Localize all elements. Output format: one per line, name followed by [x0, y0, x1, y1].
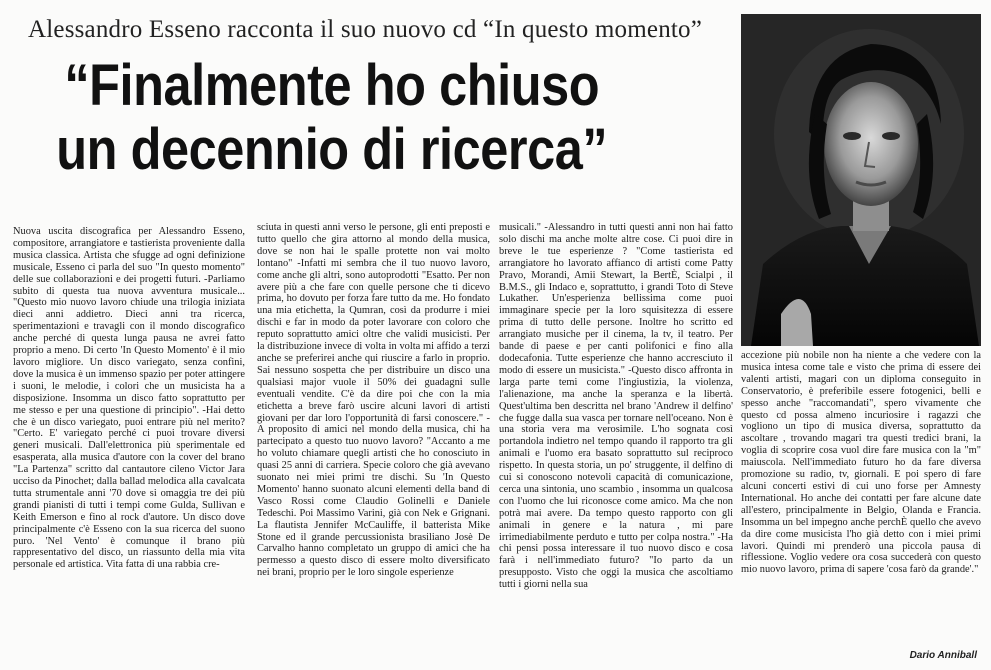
article-column-2	[257, 222, 490, 579]
portrait-illustration	[741, 14, 981, 346]
column-1-text: Nuova uscita discografica per Alessandro Esseno, compositore, arrangiatore e tastierista proveniente dalla musica classica. Artista che sfugge ad ogni definizione musicale, Esseno ci parla del suo "In questo momento" delle sue collaborazioni e dei progetti futuri. -Parliamo subito di questa tua nuova avventura musicale... "Questo mio nuovo lavoro chiude una trilogia iniziata dieci anni addietro. Dieci anni tra ricerca, sperimentazioni e travagli con il mondo discografico anche perché di questa lunga pausa ne avrei fatto proprio a meno. Di certo 'In Questo Momento' è il mio lavoro migliore. Un disco variegato, senza confini, dove la musica è un immenso spazio per poter attingere i suoni, le melodie, i colori che un musicista ha a disposizione. Insomma un disco fatto soprattutto per me stesso e per una questione di principio". -Hai detto che è un disco variegato, puoi entrare più nel merito? "Certo. E' variegato perché ci puoi trovare diversi generi musicali. Dall'elettronica più sperimentale ed esasperata, alla musica d'autore con la cover del brano "La Partenza" scritto dal cantautore cileno Victor Jara ucciso da Pinochet; dalla ballad melodica alla cavalcata tutta strumentale anni '70 dove si omaggia tre dei più grandi pianisti di tutti i tempi come Gulda, Sullivan e Keith Emerson e fino al rock d'autore. Un disco dove principalmente c'è Esseno con la sua ricerca del suono puro. 'Nel Vento' è comunque il brano più rappresentativo del disco, un riassunto della mia vita personale ed artistica. Vita fatta di una rabbia cre-	[13, 226, 245, 571]
author-byline: Dario Anniball	[909, 650, 977, 661]
article-column-3	[499, 222, 733, 591]
column-3-text: musicali." -Alessandro in tutti questi anni non hai fatto solo dischi ma anche molte altre cose. Ci puoi dire in breve le tue esperienze ? "Come tastierista ed arrangiatore ho lavorato affianco di artisti come Patty Pravo, Morandi, Amii Stewart, la BertÈ, Scialpi , il B.M.S., gli Indaco e, soprattutto, i grandi Toto di Steve Lukather. Un'esperienza bellissima come puoi immaginare specie per la loro squisitezza di essere prima di tutto delle persone. Inoltre ho scritto ed arrangiato musiche per il cinema, la tv, il teatro. Per bande di paese e per canti polifonici e fino alla dodecafonia. Tutte esperienze che hanno accresciuto il modo di essere un musicista." -Questo disco affronta in larga parte temi come l'ingiustizia, la violenza, l'alienazione, ma anche la speranza e la libertà. Quest'ultima ben descritta nel brano 'Andrew il delfino' che fugge dalla sua vasca per tornare nell'oceano. Non è una storia vera ma verosimile. L'ho sognata così portandola indietro nel tempo quando il rapporto tra gli animali e l'uomo era basato soprattutto sul reciproco rispetto. In questa storia, un po' struggente, il delfino di cui si conoscono notevoli capacità di comunicazione, cerca una sintonia, uno scambio , insomma un qualcosa con l'uomo che lui riconosce come amico. Ma che non potrà mai avere. Da tempo questo rapporto con gli animali in genere e la natura , mi pare irrimediabilmente perduto e tutto per colpa nostra." -Ha chi pensi possa interessare il tuo nuovo disco e cosa farà i nell'immediato futuro? "Io parto da un presupposto. Visto che oggi la musica che ascoltiamo tutti i giorni nella sua	[499, 222, 733, 591]
article-subtitle: Alessandro Esseno racconta il suo nuovo cd “In questo momento”	[28, 16, 703, 43]
headline-line-2: un decennio di ricerca”	[56, 117, 608, 182]
article-headline	[22, 54, 641, 182]
article-column-4	[741, 350, 981, 576]
headline-line-1: “Finalmente ho chiuso	[64, 53, 600, 118]
portrait-photo	[741, 14, 981, 346]
column-4-text: accezione più nobile non ha niente a che vedere con la musica intesa come tale e visto che prima di essere dei valenti artisti, magari con un diploma conseguito in Conservatorio, è preferibile essere fotogenici, belli e spesso anche "raccomandati", spero vivamente che questo cd possa almeno incuriosire i ragazzi che vogliono un tipo di musica diversa, soprattutto da ascoltare , trovando magari tra questi tredici brani, la voglia di scoprire cosa vuol dire fare musica con la "m" maiuscola. Nell'immediato futuro ho da fare diversa promozione su radio, tv, giornali. E poi spero di fare alcuni concerti estivi di cui uno forse per Amnesty International. Ho anche dei contatti per fare alcune date all'estero, principalmente in Belgio, Olanda e Francia. Insomma un bel impegno anche perchÈ quello che avevo da dire come musicista l'ho già detto con i miei primi lavori. Quindi mi prenderò una piccola pausa di riflessione. Voglio vedere ora cosa succederà con questo mio nuovo lavoro, prima di sapere 'cosa farò da grande'."	[741, 350, 981, 576]
article-column-1	[13, 226, 245, 571]
column-2-text: sciuta in questi anni verso le persone, gli enti preposti e tutto quello che gira attorno al mondo della musica, dove se non hai le spalle protette non vai molto lontano" -Infatti mi sembra che il tuo nuovo lavoro, come anche gli altri, sono autoprodotti "Esatto. Per non avere più a che fare con quelle persone che ti dicevo prima, ho dovuto per forza fare tutto da me. Ho fondato una mia etichetta, la Qumran, così da produrre i miei dischi e far in modo da poter lavorare con coloro che reputo soprattutto amici oltre che validi musicisti. Per la distribuzione invece di volta in volta mi affido a terzi anche se preferirei anche qui riuscire a farlo in proprio. Sai nessuno sospetta che per distribuire un disco una qualsiasi major vuole il 50% dei guadagni sulle eventuali vendite. C'è da dire poi che con la mia etichetta a breve farò uscire alcuni lavori di artisti giovani per dar loro l'opportunità di farsi conoscere." -A proposito di amici nel mondo della musica, chi ha partecipato a questo tuo nuovo lavoro? "Accanto a me ho voluto chiamare quegli artisti che ho conosciuto in quasi 25 anni di carriera. Specie coloro che già avevano suonato nei miei primi tre dischi. Su 'In Questo Momento' hanno suonato alcuni elementi della band di Vasco Rossi come Claudio Golinelli e Daniele Tedeschi. Poi Massimo Varini, già con Nek e Grignani. La flautista Jennifer McCauliffe, il batterista Mike Stone ed il grande percussionista brasiliano Josè De Carvalho hanno completato un gruppo di amici che ha permesso a questo disco di essere molto diversificato nei brani, proprio per le loro singole esperienze	[257, 222, 490, 579]
